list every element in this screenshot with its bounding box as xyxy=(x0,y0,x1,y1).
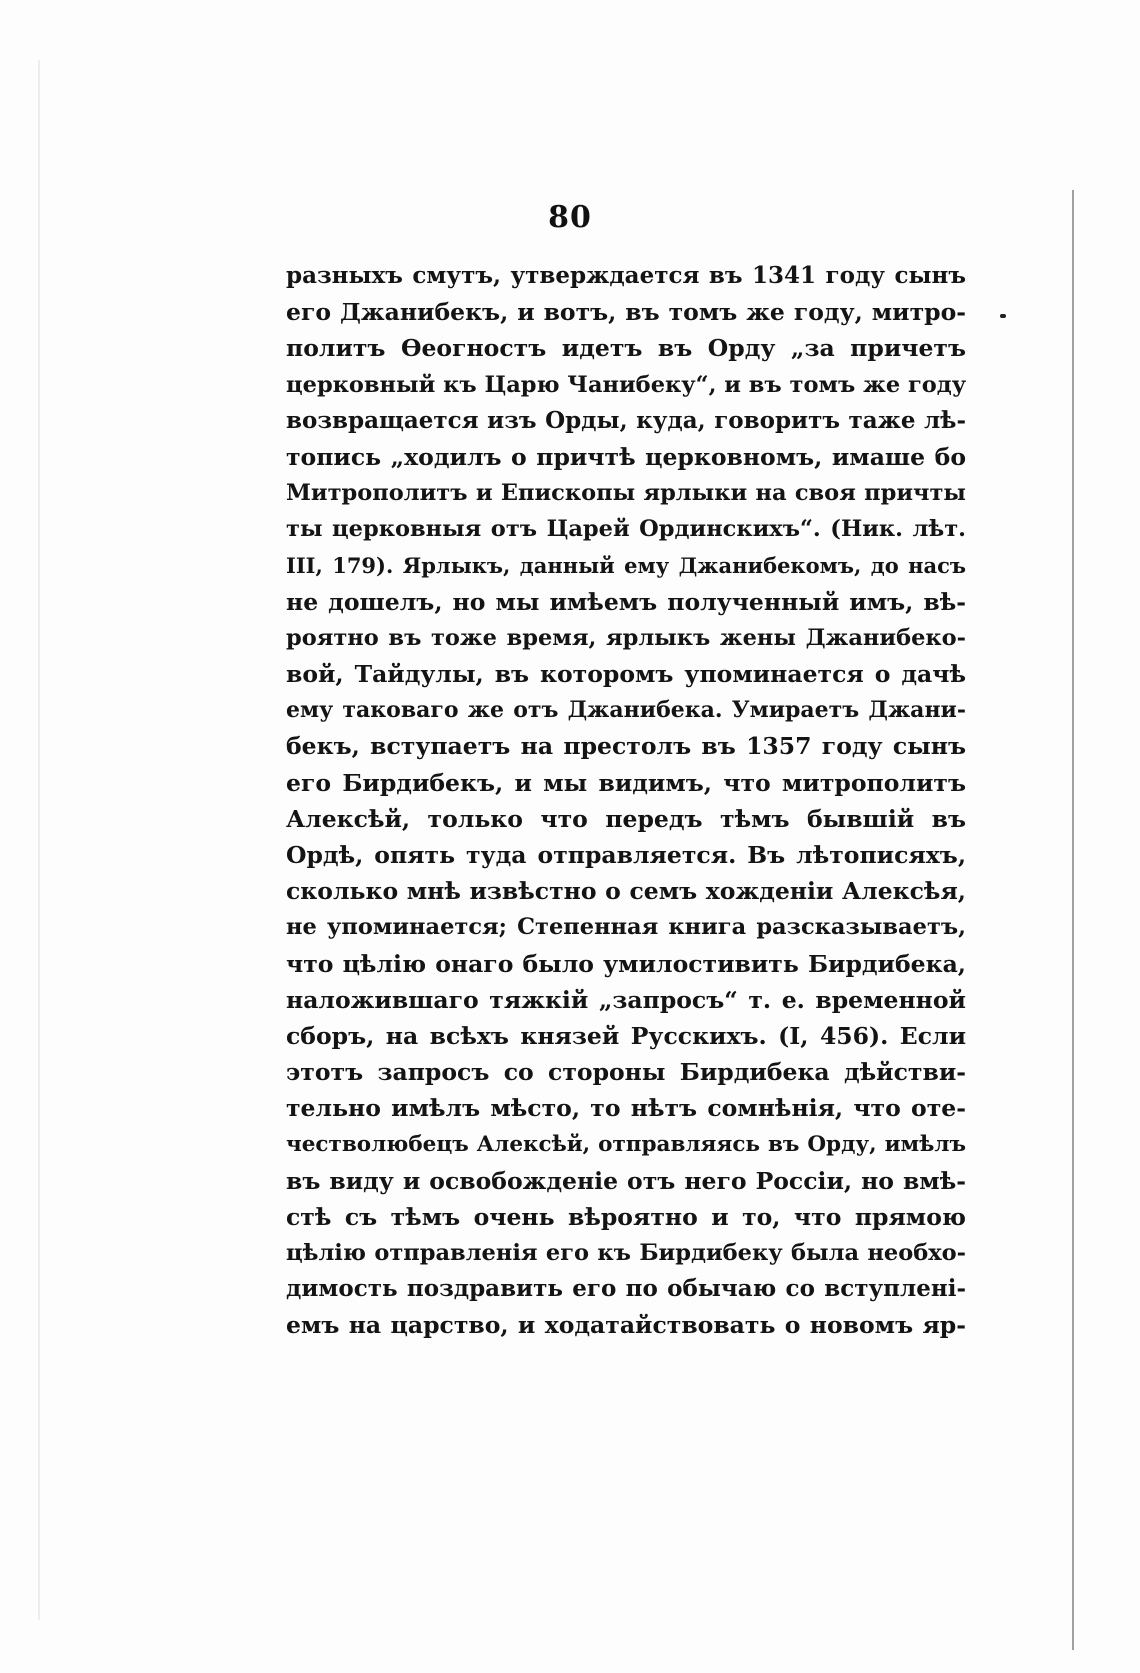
ink-speck xyxy=(1000,314,1006,318)
text-line: бекъ, вступаетъ на престолъ въ 1357 году сынъ xyxy=(286,732,966,761)
text-line: политъ Өеогностъ идетъ въ Орду „за причетъ xyxy=(286,334,966,363)
text-line: емъ на царство, и ходатайствовать о новомъ яр- xyxy=(286,1311,966,1340)
text-line: этотъ запросъ со стороны Бирдибека дѣйстви- xyxy=(286,1058,966,1087)
text-line: разныхъ смутъ, утверждается въ 1341 году сынъ xyxy=(286,262,966,289)
text-line: димость поздравить его по обычаю со вступлені- xyxy=(286,1275,966,1303)
text-line: цѣлію отправленія его къ Бирдибеку была необхо- xyxy=(286,1240,966,1267)
text-line: его Бирдибекъ, и мы видимъ, что митрополитъ xyxy=(286,768,966,797)
scan-shadow-left xyxy=(38,60,40,1620)
text-line: возвращается изъ Орды, куда, говоритъ таже лѣ- xyxy=(286,406,966,434)
text-line: топись „ходилъ о причтѣ церковномъ, имаше бо xyxy=(286,442,966,471)
body-text xyxy=(286,258,966,1344)
text-line: стѣ съ тѣмъ очень вѣроятно и то, что прямою xyxy=(286,1202,966,1231)
text-line: честволюбецъ Алексѣй, отправляясь въ Орду, имѣлъ xyxy=(286,1131,966,1157)
scan-shadow-right xyxy=(1072,190,1074,1650)
text-line: Алексѣй, только что передъ тѣмъ бывшій въ xyxy=(286,804,966,833)
text-line: вой, Тайдулы, въ которомъ упоминается о дачѣ xyxy=(286,660,966,689)
text-line: не упоминается; Степенная книга разсказываетъ, xyxy=(286,914,966,941)
text-line: роятно въ тоже время, ярлыкъ жены Джанибеко- xyxy=(286,624,966,651)
text-line: Митрополитъ и Епископы ярлыки на своя причты xyxy=(286,480,966,507)
text-line: III, 179). Ярлыкъ, данный ему Джанибекомъ, до насъ xyxy=(286,552,966,578)
page-number: 80 xyxy=(548,200,592,235)
text-line: ты церковныя отъ Царей Ординскихъ“. (Ник. лѣт. xyxy=(286,516,966,543)
text-line: сколько мнѣ извѣстно о семъ хожденіи Алексѣя, xyxy=(286,877,966,906)
text-line: что цѣлію онаго было умилостивить Бирдибека, xyxy=(286,949,966,978)
text-line: его Джанибекъ, и вотъ, въ томъ же году, митро- xyxy=(286,298,966,327)
text-line: тельно имѣлъ мѣсто, то нѣтъ сомнѣнія, что оте- xyxy=(286,1094,966,1123)
text-line: наложившаго тяжкій „запросъ“ т. е. временной xyxy=(286,985,966,1014)
text-line: Ордѣ, опять туда отправляется. Въ лѣтописяхъ, xyxy=(286,841,966,869)
text-line: въ виду и освобожденіе отъ него Россіи, но вмѣ- xyxy=(286,1166,966,1195)
text-line: не дошелъ, но мы имѣемъ полученный имъ, вѣ- xyxy=(286,587,966,616)
text-line: церковный къ Царю Чанибеку“, и въ томъ же году xyxy=(286,371,967,398)
text-line: ему таковаго же отъ Джанибека. Умираетъ Джани- xyxy=(286,697,966,724)
text-line: сборъ, на всѣхъ князей Русскихъ. (I, 456). Если xyxy=(286,1021,966,1050)
